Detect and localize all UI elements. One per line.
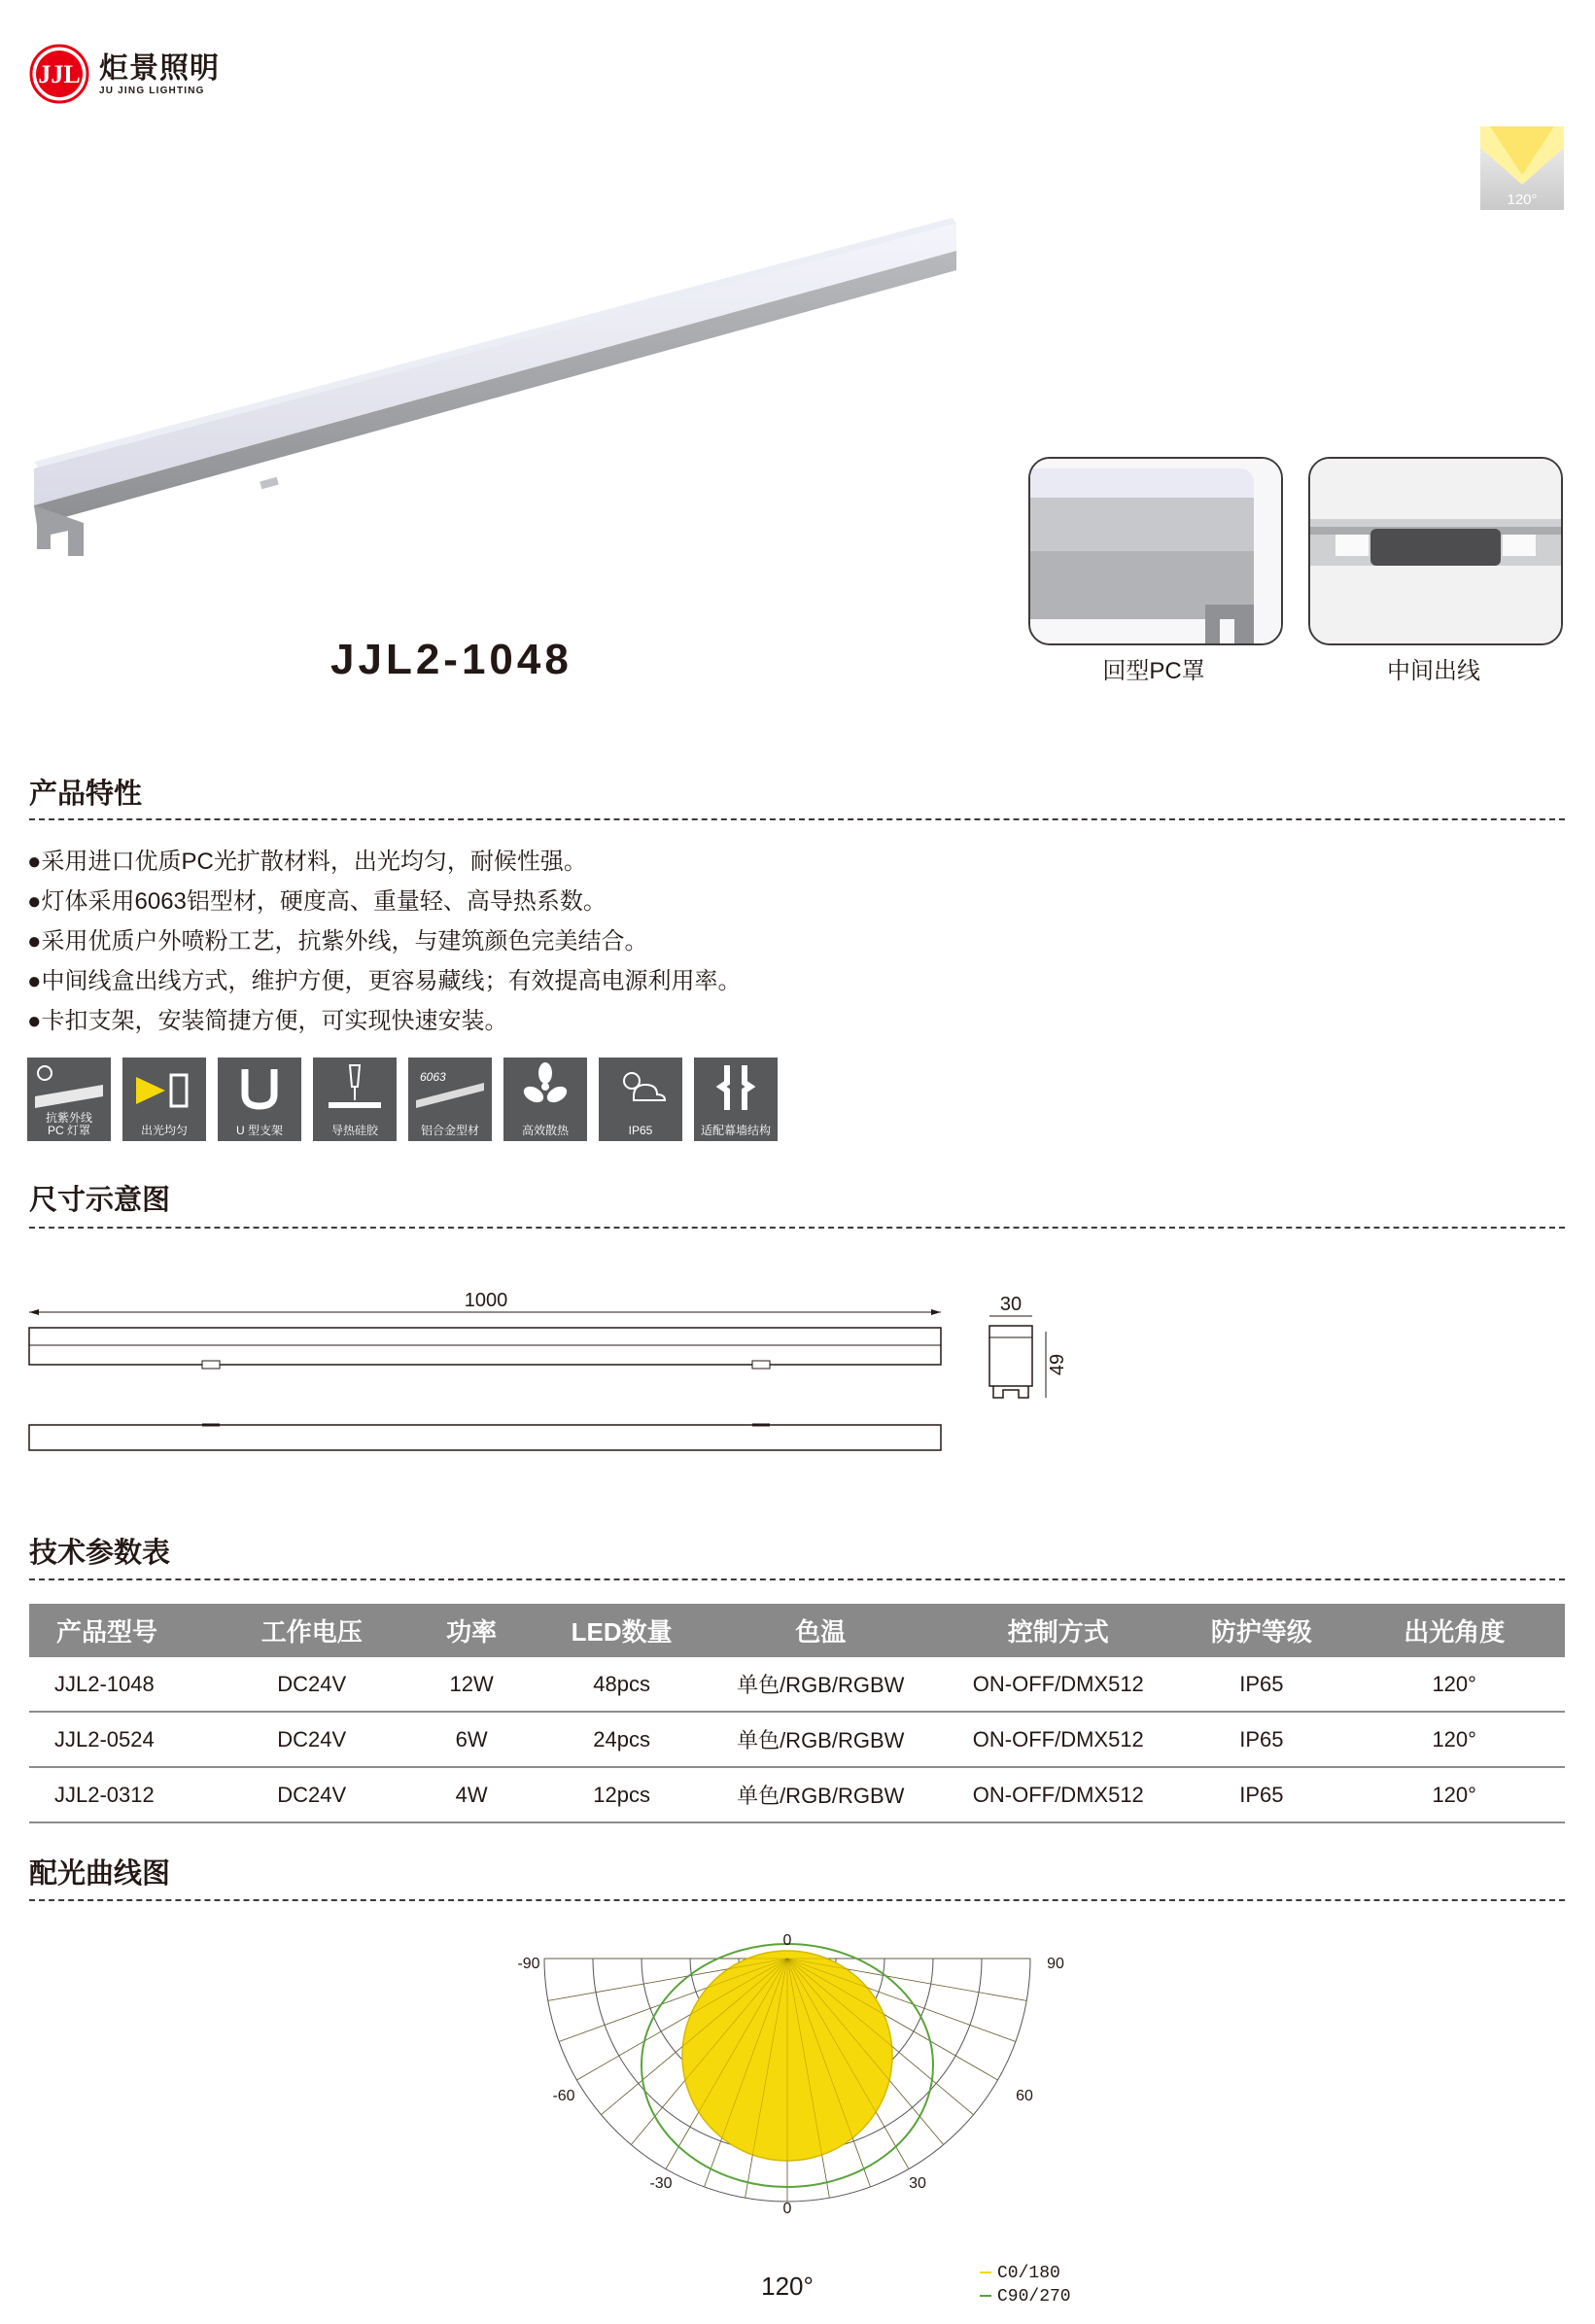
thumbnail-caption-middle-wiring: 中间出线: [1387, 658, 1480, 684]
column-header: 工作电压: [220, 1604, 403, 1657]
svg-text:JJL: JJL: [38, 60, 81, 88]
height-dimension: 49: [1047, 1353, 1068, 1376]
table-row: [29, 1712, 1565, 1767]
table-cell: 6W: [403, 1712, 539, 1767]
brand-name-cn: 炬景照明: [99, 52, 220, 85]
legend-c0: C0/180: [997, 2264, 1060, 2283]
table-cell: 120°: [1343, 1712, 1565, 1767]
column-header: 产品型号: [29, 1604, 220, 1657]
thumbnail-caption-pc-cover: 回型PC罩: [1102, 658, 1205, 684]
feature-item: ●采用优质户外喷粉工艺，抗紫外线，与建筑颜色完美结合。: [27, 928, 648, 954]
section-title-photometric: 配光曲线图: [29, 1858, 171, 1890]
product-model: JJL2-1048: [330, 636, 572, 683]
section-title-specs: 技术参数表: [29, 1538, 171, 1569]
alloy-tag: 6063: [420, 1070, 446, 1084]
product-image: [29, 214, 962, 564]
legend-c90: C90/270: [997, 2287, 1071, 2307]
angle-label-60: 60: [1016, 2088, 1033, 2104]
column-header: 色温: [704, 1604, 937, 1657]
middle-wiring-detail-image: [1310, 459, 1561, 643]
brand-logo: [29, 43, 220, 105]
icon-label: U 型支架: [235, 1124, 283, 1137]
icon-label: 适配幕墙结构: [700, 1124, 771, 1137]
beam-angle-badge: [1480, 126, 1564, 210]
brand-logo-icon: [29, 44, 89, 104]
angle-label-minus-60: -60: [552, 2088, 575, 2104]
column-header: LED数量: [539, 1604, 704, 1657]
icon-label: 出光均匀: [140, 1124, 188, 1137]
feature-item: ●采用进口优质PC光扩散材料，出光均匀，耐候性强。: [27, 849, 587, 875]
polar-spokes-over-fill: [544, 1959, 1030, 2202]
table-cell: 单色/RGB/RGBW: [704, 1657, 937, 1712]
icon-label: 导热硅胶: [330, 1124, 378, 1137]
table-header-row: [29, 1604, 1565, 1657]
table-cell: 12pcs: [539, 1767, 704, 1822]
feature-item: ●卡扣支架，安装简捷方便，可实现快速安装。: [27, 1008, 508, 1034]
feature-list: [27, 842, 742, 1041]
table-cell: JJL2-0524: [29, 1712, 220, 1767]
dimension-drawing: [25, 1283, 1094, 1477]
column-header: 功率: [403, 1604, 539, 1657]
feature-item: ●灯体采用6063铝型材，硬度高、重量轻、高导热系数。: [27, 888, 607, 915]
column-header: 出光角度: [1343, 1604, 1565, 1657]
angle-label-90: 90: [1047, 1956, 1064, 1972]
table-cell: ON-OFF/DMX512: [937, 1712, 1179, 1767]
table-cell: IP65: [1179, 1657, 1343, 1712]
table-cell: 120°: [1343, 1657, 1565, 1712]
table-cell: 单色/RGB/RGBW: [704, 1767, 937, 1822]
feature-item: ●中间线盒出线方式，维护方便，更容易藏线；有效提高电源利用率。: [27, 968, 742, 994]
polar-light-distribution-chart: [505, 1920, 1108, 2318]
angle-label-bottom: 0: [782, 2201, 792, 2217]
table-cell: JJL2-1048: [29, 1657, 220, 1712]
icon-label: 高效散热: [521, 1124, 569, 1137]
feature-icons: [27, 1058, 778, 1141]
fan-cooling-icon: [503, 1058, 587, 1141]
section-title-dimensions: 尺寸示意图: [29, 1185, 171, 1216]
section-divider: [29, 1227, 1565, 1229]
table-cell: ON-OFF/DMX512: [937, 1657, 1179, 1712]
aluminium-profile-icon: [408, 1058, 492, 1141]
table-row: [29, 1767, 1565, 1822]
angle-label-minus-90: -90: [517, 1956, 540, 1972]
brand-name-en: JU JING LIGHTING: [99, 85, 205, 96]
table-cell: DC24V: [220, 1767, 403, 1822]
section-title-features: 产品特性: [29, 779, 143, 810]
icon-label: 铝合金型材: [420, 1124, 479, 1137]
beam-angle-value: 120°: [761, 2272, 814, 2301]
table-row: [29, 1657, 1565, 1712]
ip65-weather-icon: [599, 1058, 682, 1141]
thumbnail-middle-wiring: [1308, 457, 1563, 645]
table-cell: IP65: [1179, 1712, 1343, 1767]
angle-label-minus-30: -30: [649, 2175, 673, 2192]
table-cell: 12W: [403, 1657, 539, 1712]
length-dimension: 1000: [464, 1290, 508, 1311]
thermal-glue-icon: [313, 1058, 397, 1141]
table-cell: 4W: [403, 1767, 539, 1822]
angle-label-30: 30: [909, 2175, 926, 2192]
column-header: 防护等级: [1179, 1604, 1343, 1657]
table-cell: JJL2-0312: [29, 1767, 220, 1822]
table-cell: IP65: [1179, 1767, 1343, 1822]
icon-label: 抗紫外线: [45, 1111, 92, 1125]
section-divider: [29, 1578, 1565, 1580]
table-cell: 48pcs: [539, 1657, 704, 1712]
table-cell: 24pcs: [539, 1712, 704, 1767]
curtain-wall-icon: [694, 1058, 778, 1141]
icon-label: IP65: [628, 1124, 653, 1137]
pc-cover-detail-image: [1030, 459, 1281, 643]
thumbnail-pc-cover: [1028, 457, 1283, 645]
angle-label-top: 0: [782, 1932, 792, 1949]
column-header: 控制方式: [937, 1604, 1179, 1657]
table-cell: ON-OFF/DMX512: [937, 1767, 1179, 1822]
icon-label: PC 灯罩: [47, 1124, 90, 1137]
table-cell: DC24V: [220, 1712, 403, 1767]
uniform-light-icon: [122, 1058, 206, 1141]
specs-table: [29, 1604, 1565, 1823]
table-cell: DC24V: [220, 1657, 403, 1712]
beam-angle-label: 120°: [1507, 191, 1538, 208]
section-divider: [29, 1899, 1565, 1901]
table-cell: 120°: [1343, 1767, 1565, 1822]
u-bracket-icon: [218, 1058, 301, 1141]
uv-resistant-pc-icon: [27, 1058, 111, 1141]
width-dimension: 30: [999, 1294, 1023, 1315]
section-divider: [29, 818, 1565, 820]
table-cell: 单色/RGB/RGBW: [704, 1712, 937, 1767]
